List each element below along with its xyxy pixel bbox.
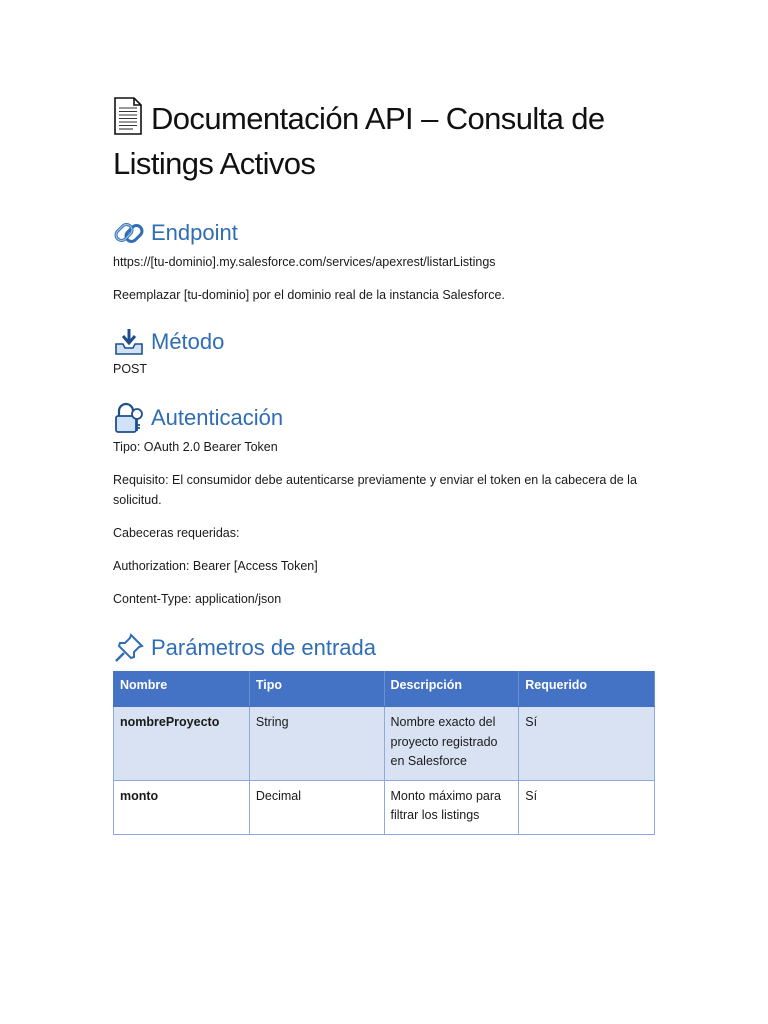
section-heading-endpoint bbox=[113, 216, 658, 250]
endpoint-note: Reemplazar [tu-dominio] por el dominio real de la instancia Salesforce. bbox=[113, 288, 505, 302]
section-heading-metodo bbox=[113, 325, 658, 359]
lock-key-icon bbox=[113, 402, 145, 434]
page-icon bbox=[113, 97, 143, 135]
cell-tipo: String bbox=[249, 707, 384, 781]
page-title-text: Documentación API – Consulta de Listings Activos bbox=[113, 101, 605, 181]
cell-requerido: Sí bbox=[519, 707, 655, 781]
column-header-nombre: Nombre bbox=[114, 672, 250, 707]
inbox-tray-icon bbox=[113, 326, 145, 358]
link-icon bbox=[113, 217, 145, 249]
cell-descripcion: Nombre exacto del proyecto registrado en Salesforce bbox=[384, 707, 519, 781]
auth-content-type-header: Content-Type: application/json bbox=[113, 592, 282, 606]
column-header-requerido: Requerido bbox=[519, 672, 655, 707]
column-header-descripcion: Descripción bbox=[384, 672, 519, 707]
cell-nombre: nombreProyecto bbox=[114, 707, 250, 781]
cell-nombre: monto bbox=[114, 780, 250, 834]
section-heading-text: Parámetros de entrada bbox=[151, 635, 377, 660]
auth-authorization-header: Authorization: Bearer [Access Token] bbox=[113, 559, 318, 573]
metodo-value: POST bbox=[113, 362, 148, 376]
section-heading-text: Método bbox=[151, 329, 225, 354]
section-heading-parametros bbox=[113, 631, 658, 665]
section-heading-text: Autenticación bbox=[151, 405, 284, 430]
pushpin-icon bbox=[113, 632, 145, 664]
parameters-table bbox=[113, 671, 655, 835]
document-page bbox=[113, 96, 658, 835]
auth-tipo: Tipo: OAuth 2.0 Bearer Token bbox=[113, 440, 278, 454]
auth-cabeceras: Cabeceras requeridas: bbox=[113, 526, 240, 540]
table-row bbox=[114, 780, 655, 834]
section-heading-text: Endpoint bbox=[151, 220, 238, 245]
cell-requerido: Sí bbox=[519, 780, 655, 834]
auth-requisito: Requisito: El consumidor debe autenticarse previamente y enviar el token en la cabecera de la solicitud. bbox=[113, 473, 637, 507]
page-title bbox=[113, 96, 658, 186]
endpoint-url: https://[tu-dominio].my.salesforce.com/services/apexrest/listarListings bbox=[113, 255, 496, 269]
section-heading-autenticacion bbox=[113, 401, 658, 435]
cell-tipo: Decimal bbox=[249, 780, 384, 834]
column-header-tipo: Tipo bbox=[249, 672, 384, 707]
table-row bbox=[114, 707, 655, 781]
cell-descripcion: Monto máximo para filtrar los listings bbox=[384, 780, 519, 834]
table-header-row bbox=[114, 672, 655, 707]
